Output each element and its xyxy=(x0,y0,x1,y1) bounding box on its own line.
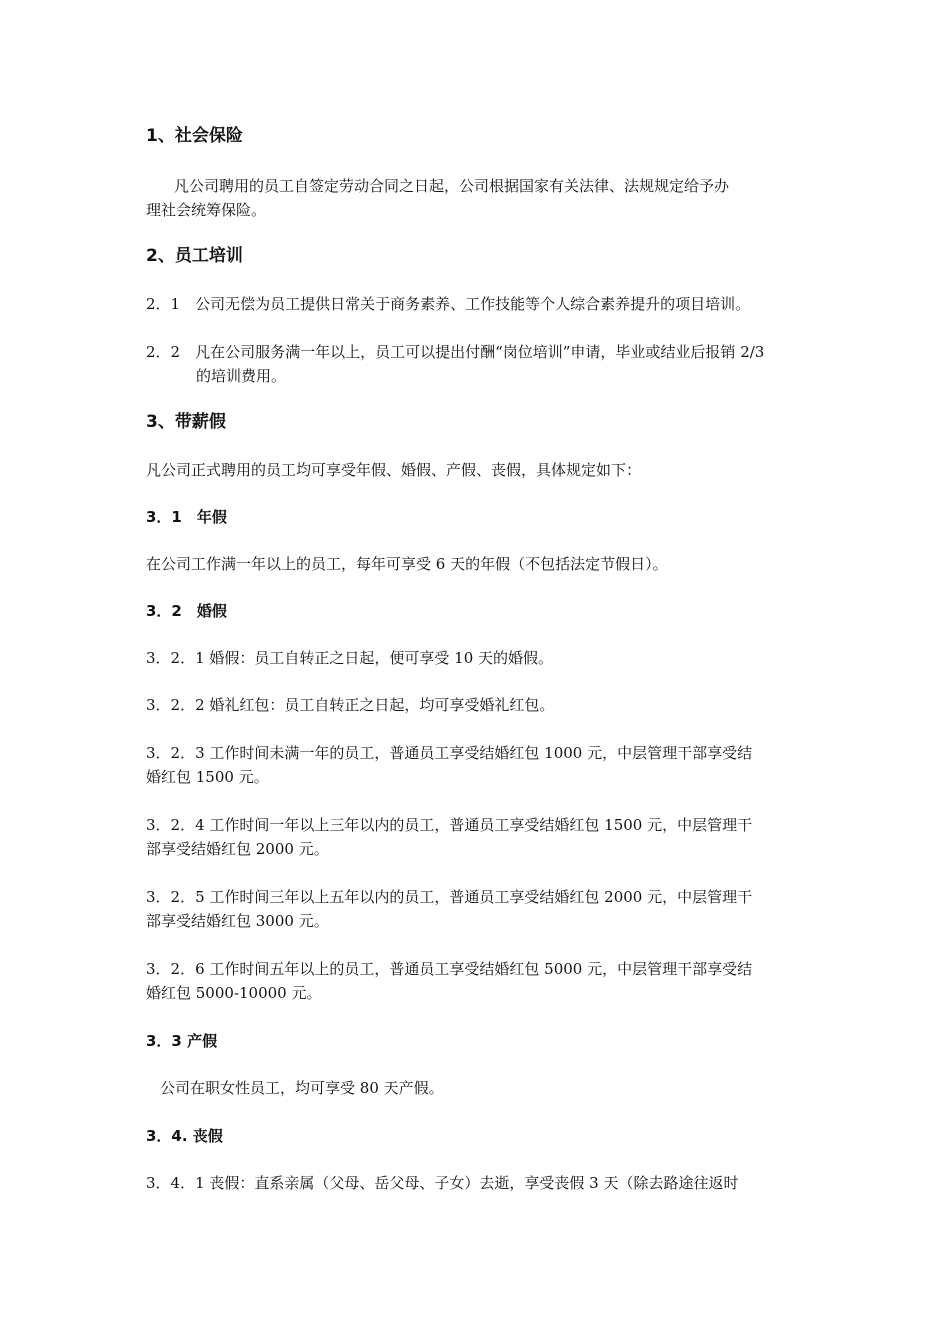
section-1-paragraph-line-1: 凡公司聘用的员工自签定劳动合同之日起，公司根据国家有关法律、法规规定给予办 xyxy=(174,177,730,195)
section-3-1-text: 在公司工作满一年以上的员工，每年可享受 6 天的年假（不包括法定节假日）。 xyxy=(146,555,668,573)
section-3-2-2-text: 3．2．2 婚礼红包：员工自转正之日起，均可享受婚礼红包。 xyxy=(146,696,555,714)
section-3-2-4-line-1: 3．2．4 工作时间一年以上三年以内的员工，普通员工享受结婚红包 1500 元，中层管理干 xyxy=(146,816,753,834)
section-3-heading: 3、带薪假 xyxy=(146,412,226,432)
section-3-3-heading: 3．3 产假 xyxy=(146,1032,218,1050)
section-3-4-1-text: 3．4．1 丧假：直系亲属（父母、岳父母、子女）去逝，享受丧假 3 天（除去路途往返时 xyxy=(146,1174,739,1192)
section-3-2-5-line-2: 部享受结婚红包 3000 元。 xyxy=(146,912,329,930)
section-3-2-4-line-2: 部享受结婚红包 2000 元。 xyxy=(146,840,329,858)
section-3-intro: 凡公司正式聘用的员工均可享受年假、婚假、产假、丧假，具体规定如下： xyxy=(146,461,642,479)
section-1-paragraph-line-2: 理社会统筹保险。 xyxy=(146,201,267,219)
section-2-heading: 2、员工培训 xyxy=(146,246,243,266)
section-1-heading: 1、社会保险 xyxy=(146,126,243,146)
section-3-2-6-line-2: 婚红包 5000-10000 元。 xyxy=(146,984,322,1002)
section-3-1-heading: 3．1 年假 xyxy=(146,508,227,526)
section-2-2-line-1: 2．2 凡在公司服务满一年以上，员工可以提出付酬“岗位培训”申请，毕业或结业后报销 2/3 xyxy=(146,343,765,361)
section-3-4-heading: 3．4. 丧假 xyxy=(146,1127,223,1145)
section-3-3-text: 公司在职女性员工，均可享受 80 天产假。 xyxy=(160,1079,444,1097)
section-3-2-3-line-2: 婚红包 1500 元。 xyxy=(146,768,269,786)
section-3-2-heading: 3．2 婚假 xyxy=(146,602,227,620)
section-3-2-5-line-1: 3．2．5 工作时间三年以上五年以内的员工，普通员工享受结婚红包 2000 元，中层管理干 xyxy=(146,888,753,906)
section-3-2-1-text: 3．2．1 婚假：员工自转正之日起，便可享受 10 天的婚假。 xyxy=(146,649,554,667)
section-3-2-3-line-1: 3．2．3 工作时间未满一年的员工，普通员工享受结婚红包 1000 元，中层管理干部享受结 xyxy=(146,744,753,762)
section-3-2-6-line-1: 3．2．6 工作时间五年以上的员工，普通员工享受结婚红包 5000 元，中层管理干部享受结 xyxy=(146,960,753,978)
section-2-1-text: 2．1 公司无偿为员工提供日常关于商务素养、工作技能等个人综合素养提升的项目培训。 xyxy=(146,295,751,313)
section-2-2-line-2: 的培训费用。 xyxy=(196,367,287,385)
